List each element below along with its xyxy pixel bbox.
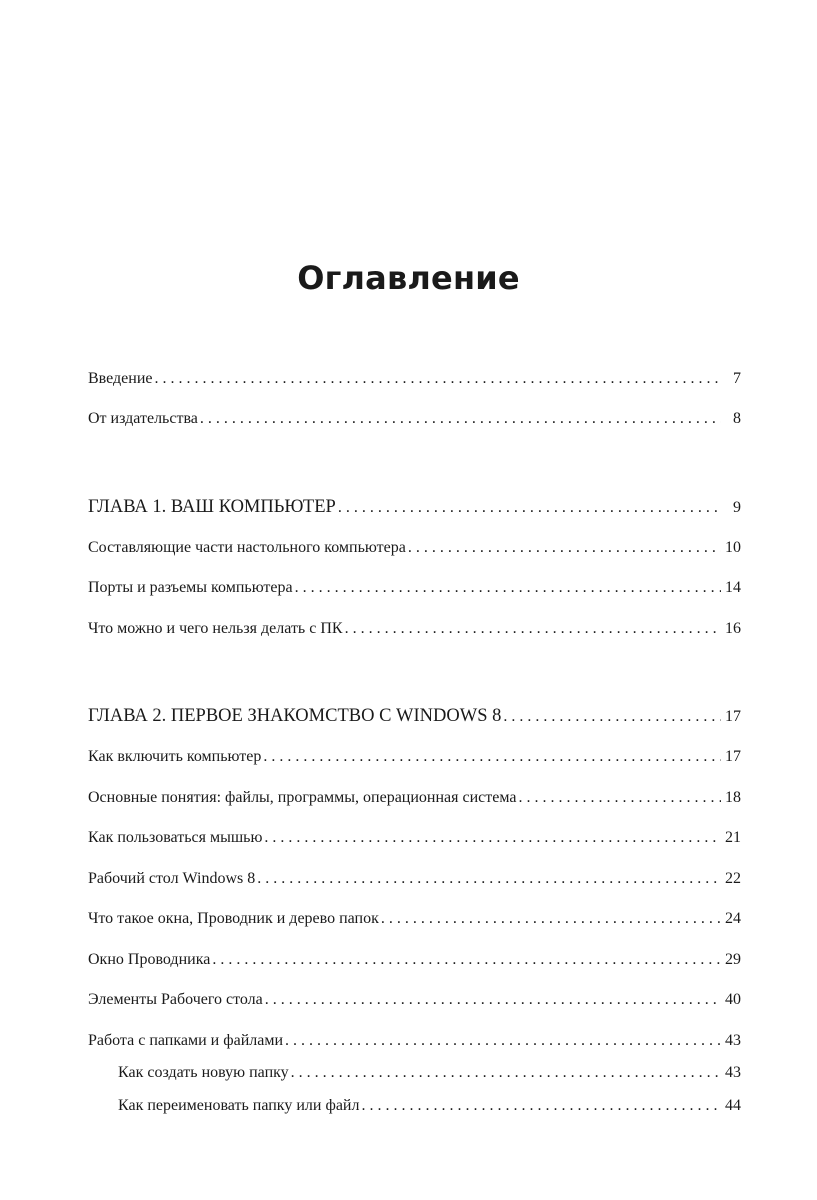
- toc-entry[interactable]: [88, 745, 741, 769]
- toc-entry-title: Рабочий стол Windows 8: [88, 870, 256, 887]
- toc-entry-title: Что можно и чего нельзя делать с ПК: [88, 620, 343, 637]
- dot-leader: [503, 705, 721, 729]
- toc-entry[interactable]: [88, 948, 741, 972]
- toc-page-number: 7: [733, 370, 741, 387]
- toc-entry[interactable]: [88, 786, 741, 810]
- toc-entry-title: Как включить компьютер: [88, 748, 262, 765]
- toc-page-number: 22: [725, 870, 741, 887]
- dot-leader: [212, 948, 721, 972]
- toc-page-number: 9: [733, 499, 741, 516]
- toc-page-number: 43: [725, 1032, 741, 1049]
- dot-leader: [263, 745, 721, 769]
- toc-page-number: 8: [733, 410, 741, 427]
- toc-entry-title: Введение: [88, 370, 153, 387]
- toc-subentry[interactable]: [118, 1094, 741, 1118]
- toc-subentry[interactable]: [118, 1061, 741, 1085]
- dot-leader: [361, 1094, 721, 1118]
- dot-leader: [295, 576, 721, 600]
- toc-entry-title: Окно Проводника: [88, 951, 211, 968]
- dot-leader: [518, 786, 721, 810]
- toc-entry-title: Работа с папками и файлами: [88, 1032, 284, 1049]
- toc-entry-introduction[interactable]: [88, 367, 741, 391]
- toc-page-number: 10: [725, 539, 741, 556]
- toc-entry-title: Составляющие части настольного компьютера: [88, 539, 406, 556]
- toc-entry-title: Порты и разъемы компьютера: [88, 579, 293, 596]
- toc-entry-title: Основные понятия: файлы, программы, операционная система: [88, 789, 517, 806]
- toc-entry-publisher-note[interactable]: [88, 407, 741, 431]
- toc-page-number: 21: [725, 829, 741, 846]
- dot-leader: [264, 826, 721, 850]
- toc-entry[interactable]: [88, 867, 741, 891]
- toc-entry[interactable]: [88, 988, 741, 1012]
- toc-page-number: 29: [725, 951, 741, 968]
- toc-entry-title: От издательства: [88, 410, 198, 427]
- toc-entry-title: Как создать новую папку: [118, 1064, 289, 1081]
- toc-chapter-1-heading[interactable]: [88, 495, 741, 520]
- toc-chapter-2-heading[interactable]: [88, 704, 741, 729]
- dot-leader: [408, 536, 721, 560]
- toc-page-number: 40: [725, 991, 741, 1008]
- dot-leader: [257, 867, 721, 891]
- toc-entry[interactable]: [88, 617, 741, 641]
- toc-entry-title: Элементы Рабочего стола: [88, 991, 263, 1008]
- toc-entry[interactable]: [88, 536, 741, 560]
- toc-entry-title: Как переименовать папку или файл: [118, 1097, 360, 1114]
- dot-leader: [155, 367, 722, 391]
- toc-entry[interactable]: [88, 907, 741, 931]
- toc-page-number: 16: [725, 620, 741, 637]
- toc-entry-title: Что такое окна, Проводник и дерево папок: [88, 910, 379, 927]
- toc-entry[interactable]: [88, 576, 741, 600]
- dot-leader: [345, 617, 721, 641]
- dot-leader: [291, 1061, 721, 1085]
- toc-entry-title: Как пользоваться мышью: [88, 829, 263, 846]
- page-title: Оглавление: [297, 259, 520, 297]
- dot-leader: [381, 907, 721, 931]
- dot-leader: [338, 496, 721, 520]
- toc-page-number: 18: [725, 789, 741, 806]
- toc-page-number: 24: [725, 910, 741, 927]
- toc-entry[interactable]: [88, 826, 741, 850]
- toc-chapter-title: ГЛАВА 2. ПЕРВОЕ ЗНАКОМСТВО С WINDOWS 8: [88, 706, 502, 726]
- dot-leader: [265, 988, 721, 1012]
- dot-leader: [285, 1029, 721, 1053]
- dot-leader: [200, 407, 721, 431]
- toc-page-number: 44: [725, 1097, 741, 1114]
- toc-page-number: 17: [725, 748, 741, 765]
- toc-chapter-title: ГЛАВА 1. ВАШ КОМПЬЮТЕР: [88, 497, 336, 517]
- toc-page-number: 17: [725, 708, 741, 725]
- toc-entry[interactable]: [88, 1029, 741, 1053]
- toc-page-number: 14: [725, 579, 741, 596]
- toc-page-number: 43: [725, 1064, 741, 1081]
